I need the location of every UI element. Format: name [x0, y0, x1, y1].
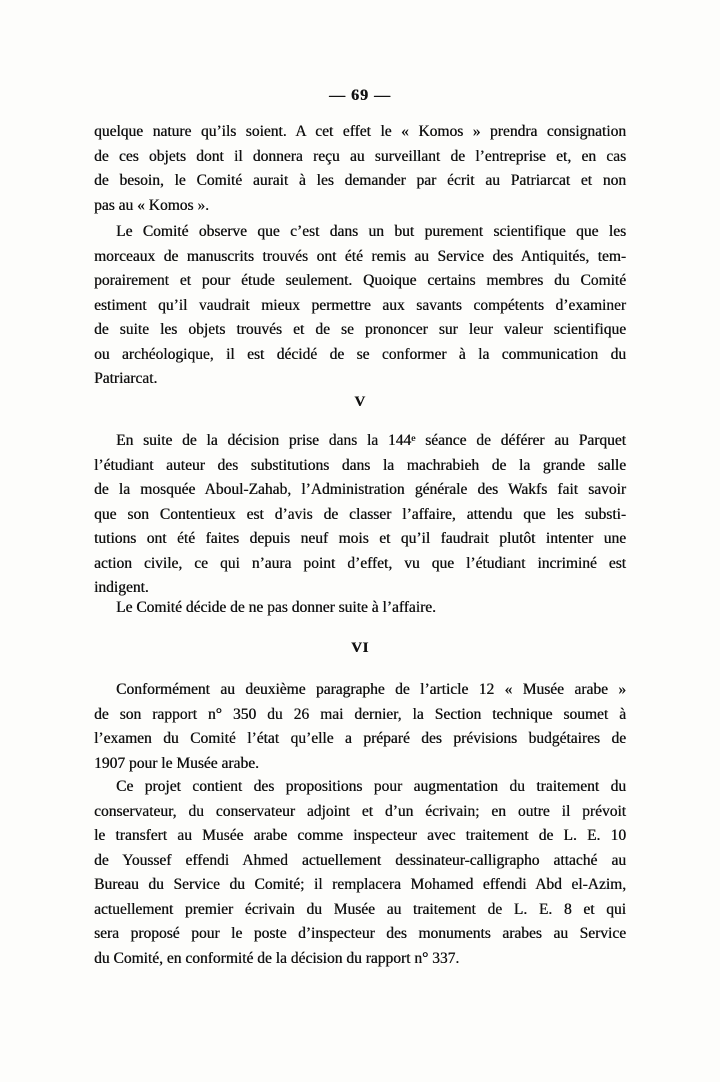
paragraph-comite-observe — [94, 220, 626, 392]
text-line: Le Comité décide de ne pas donner suite à l’affaire. — [116, 599, 436, 616]
paragraph-decision-v — [94, 596, 626, 621]
text-line: sera proposé pour le poste d’inspecteur des monuments arabes au Service — [94, 925, 626, 942]
text-line: l’étudiant auteur des substitutions dans la machrabieh de la grande salle — [94, 456, 626, 474]
text-line: Patriarcat. — [94, 370, 158, 387]
text-line: actuellement premier écrivain du Musée au traitement de L. E. 8 et qui — [94, 900, 626, 918]
text-line: morceaux de manuscrits trouvés ont été remis au Service des Antiquités, tem- — [94, 247, 626, 265]
text-line: Ce projet contient des propositions pour augmentation du traitement du — [116, 778, 626, 795]
text-line: Conformément au deuxième paragraphe de l’article 12 « Musée arabe » — [116, 681, 626, 698]
text-line: de son rapport n° 350 du 26 mai dernier, la Section technique soumet à — [94, 705, 626, 723]
page-number: — 69 — — [329, 87, 391, 104]
text-line: que son Contentieux est d’avis de classer l’affaire, attendu que les substi- — [94, 505, 626, 523]
text-line: porairement et pour étude seulement. Quoique certains membres du Comité — [94, 272, 626, 289]
text-line: le transfert au Musée arabe comme inspecteur avec traitement de L. E. 10 — [94, 827, 626, 844]
text-line: du Comité, en conformité de la décision du rapport n° 337. — [94, 949, 460, 967]
text-line: de suite les objets trouvés et de se prononcer sur leur valeur scientifique — [94, 321, 626, 338]
text-line: quelque nature qu’ils soient. A cet effet le « Komos » prendra consignation — [94, 123, 626, 140]
text-line: de Youssef effendi Ahmed actuellement dessinateur-calligrapho attaché au — [94, 851, 626, 869]
text-line — [94, 429, 626, 454]
text-line: de besoin, le Comité aurait à les demander par écrit au Patriarcat et non — [94, 172, 626, 189]
text-line: Le Comité observe que c’est dans un but purement scientifique que les — [116, 223, 626, 240]
text-line: 1907 pour le Musée arabe. — [94, 754, 259, 772]
ordinal-superscript: e — [411, 432, 416, 444]
text-line: ou archéologique, il est décidé de se conformer à la communication du — [94, 345, 626, 363]
paragraph-musee-arabe — [94, 678, 626, 776]
text-line: indigent. — [94, 579, 149, 596]
text-line: conservateur, du conservateur adjoint et d’un écrivain; en outre il prévoit — [94, 802, 626, 820]
text-line: estiment qu’il vaudrait mieux permettre aux savants compétents d’examiner — [94, 296, 626, 314]
text-line: Bureau du Service du Comité; il remplacera Mohamed effendi Abd el-Azim, — [94, 876, 626, 893]
paragraph-projet-budget — [94, 775, 626, 971]
text-line: pas au « Komos ». — [94, 196, 209, 214]
text-segment: En suite de la décision prise dans la 144 — [116, 432, 412, 449]
text-segment: séance de déférer au Parquet — [415, 432, 626, 449]
section-heading-v: V — [354, 394, 366, 410]
text-line: action civile, ce qui n’aura point d’effet, vu que l’étudiant incriminé est — [94, 554, 626, 572]
section-heading-vi: VI — [351, 640, 369, 656]
text-line: tutions ont été faites depuis neuf mois et qu’il faudrait plutôt intenter une — [94, 530, 626, 547]
text-line: de ces objets dont il donnera reçu au surveillant de l’entreprise et, en cas — [94, 147, 626, 165]
paragraph-komos — [94, 120, 626, 218]
text-line: l’examen du Comité l’état qu’elle a préparé des prévisions budgétaires de — [94, 730, 626, 747]
paragraph-section-v — [94, 429, 626, 601]
text-line: de la mosquée Aboul-Zahab, l’Administration générale des Wakfs fait savoir — [94, 481, 626, 498]
